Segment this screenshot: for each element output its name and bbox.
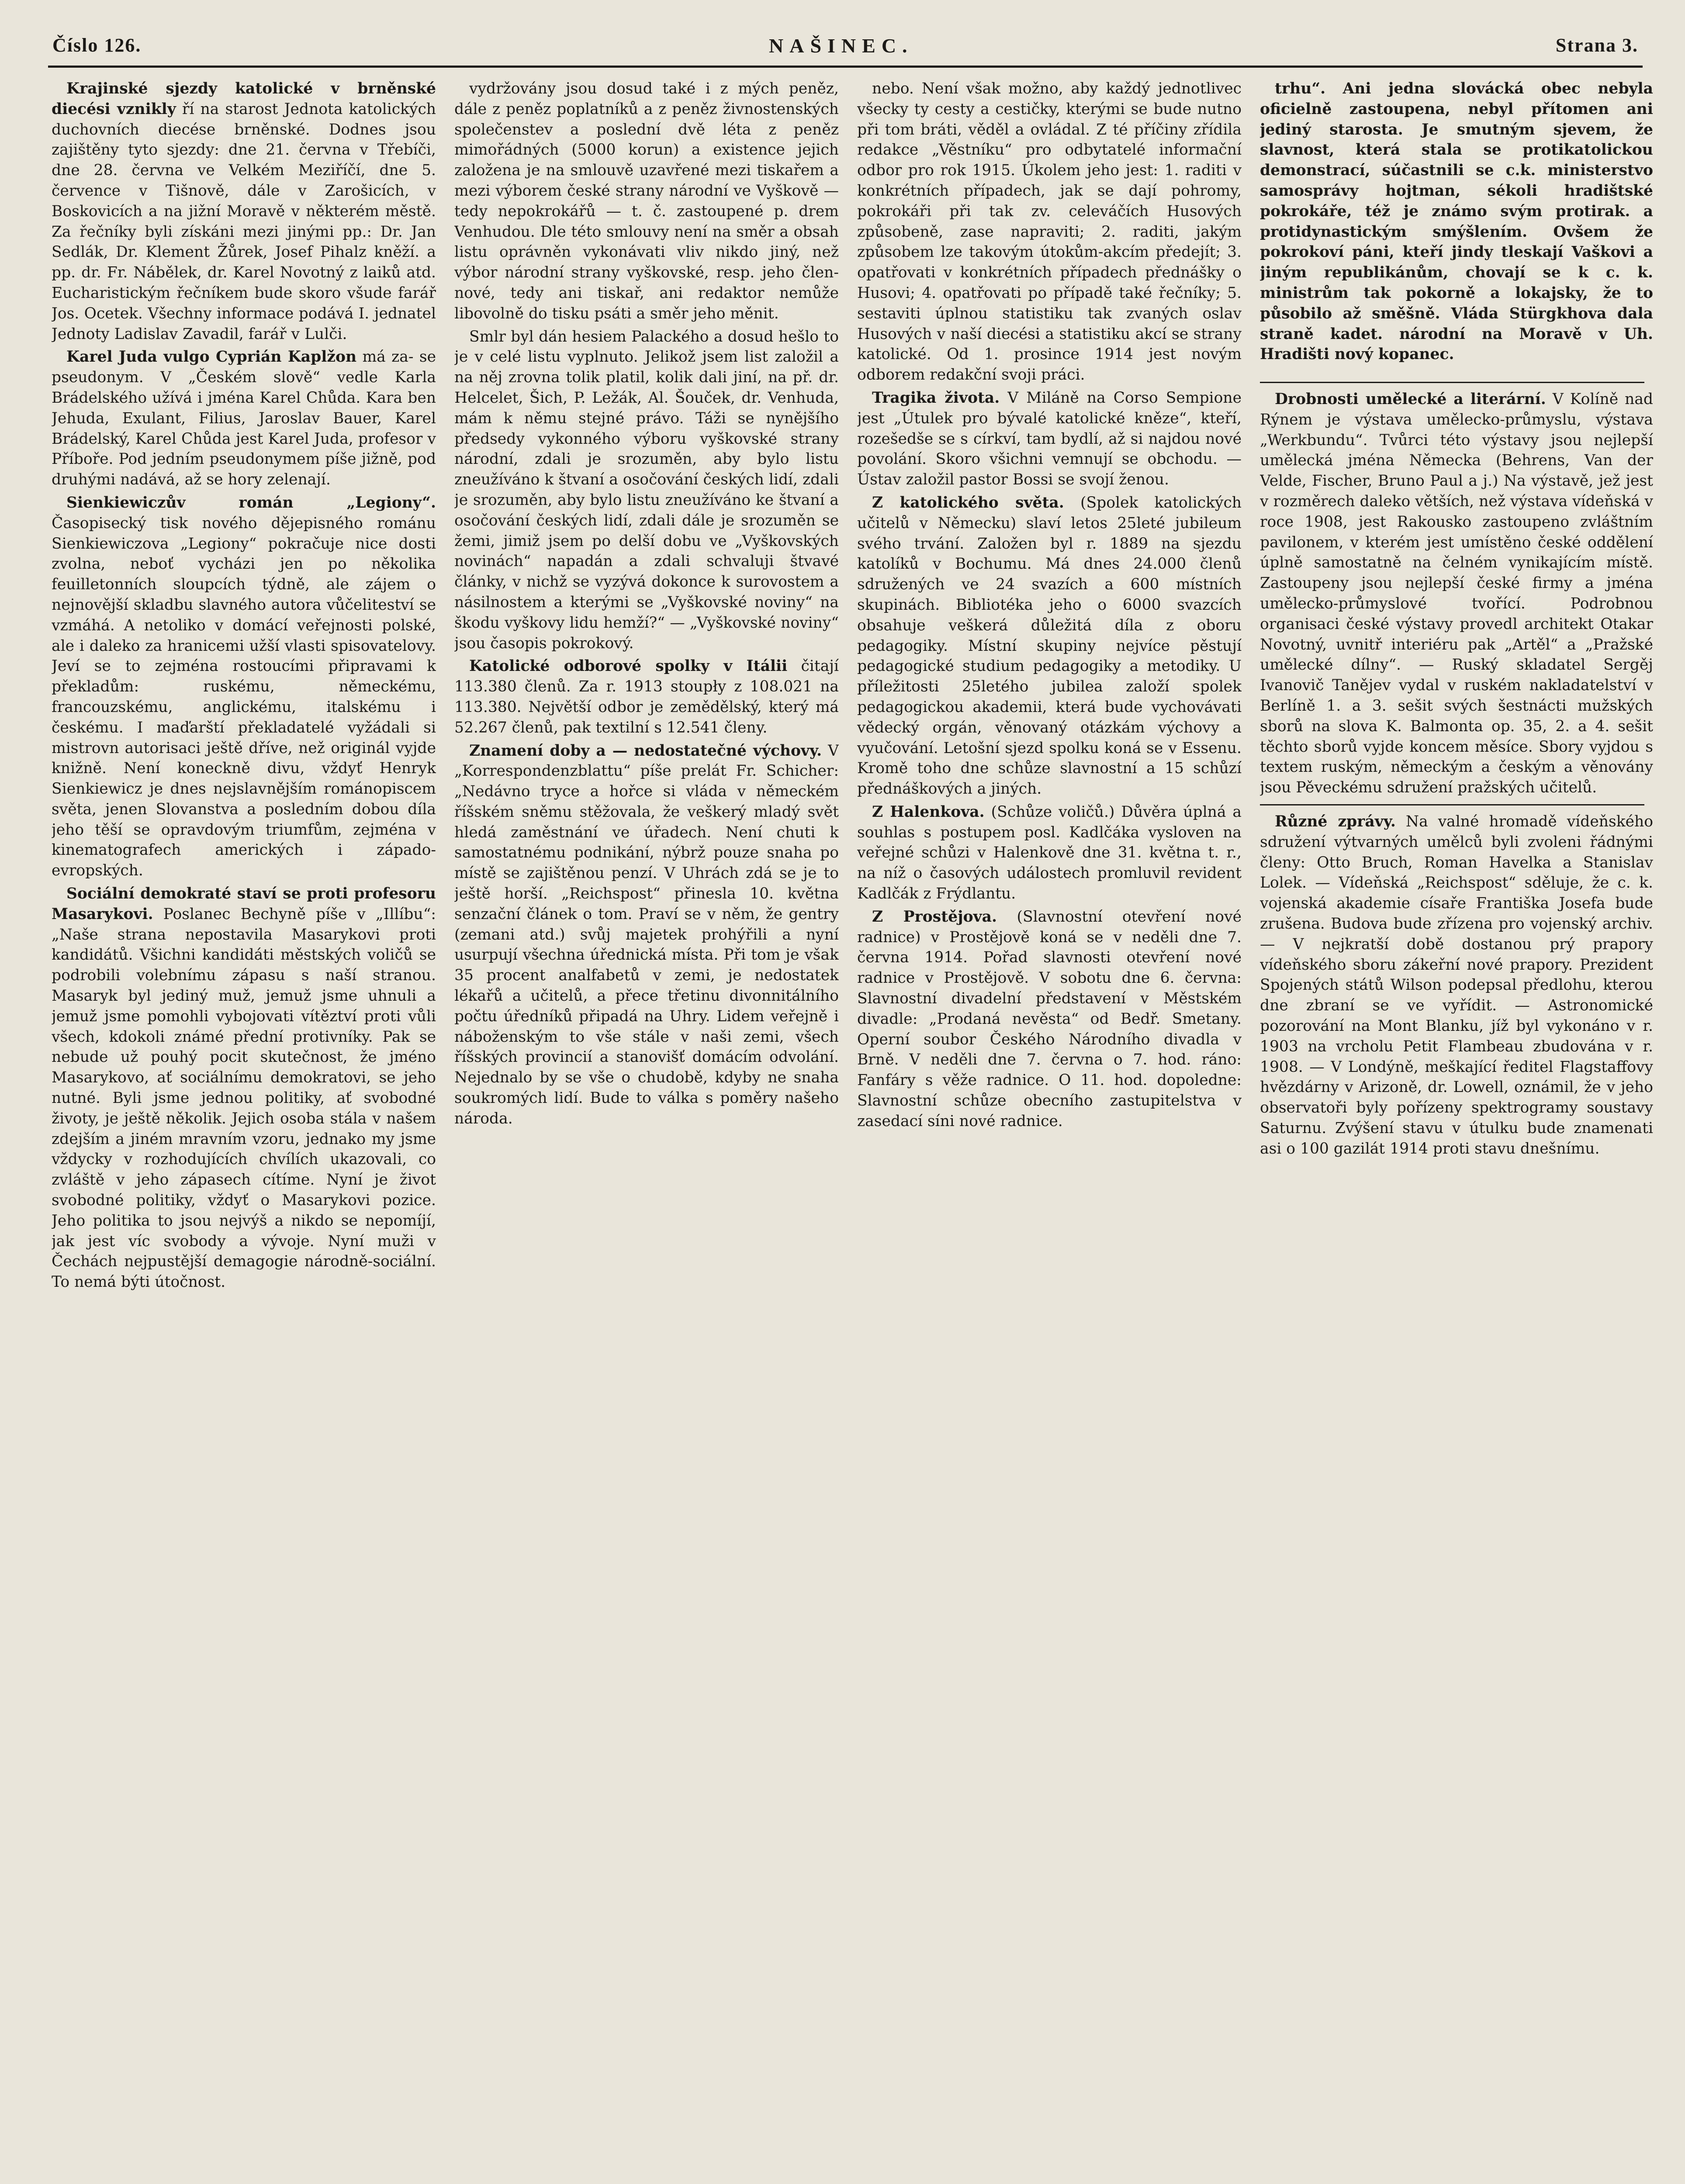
article-social-democrats: Sociální demokraté staví se proti profesoru Masarykovi. Poslanec Bechyně píše v „Illíbu“: „Naše strana nepostavila Masarykovi proti kandidátů. Všichni kandidáti městských voličů se podrobili volebnímu zápasu s naší stranou. Masaryk byl jediný muž, jemuž jsme uhnuli a jemuž jsme pomohli vybojovati vítěztví proti vůli všech, kdokoli známé přední protivníky. Pak se nebude už pouhý pocit skutečnost, že jméno Masarykovo, ať sociálnímu demokratovi, se jeho nutné. Byli jsme jednou politiky, ať svobodné životy, je ještě několik. Jejich osoba stála v našem zdejším a jiném mravním vzoru, jednako my jsme vždycky v rozhodujících chvílích ukazovali, co zvláště v jeho zápasech cítíme. Nyní je život svobodné politiky, vždyť o Masarykovi pozice. Jeho politika to jsou nejvýš a nikdo se nepomíjí, jak jest víc svobody a vývoje. Nyní muži v Čechách nejpustější demagogie národně-sociální. To nemá býti útočnost.	[52, 885, 436, 1291]
article-karel-juda: Karel Juda vulgo Cyprián Kaplžon má za- se pseudonym. V „Českém slově“ vedle Karla Brádelského užívá i jména Karel Chůda. Kara ben Jehuda, Exulant, Filius, Jaroslav Bauer, Karel Brádelský, Karel Chůda jest Karel Juda, profesor v Příboře. Pod jedním pseudonymem píše jižně, pod druhými nadává, až se hory zelenají.	[52, 348, 436, 489]
article-catholic-world: Z katolického světa. (Spolek katolických učitelů v Německu) slaví letos 25leté jubileum svého trvání. Založen byl r. 1889 na sjezdu katolíků v Bochumu. Má dnes 24.000 členů sdružených ve 24 svazích a 600 místních skupinách. Bibliotéka jeho o 6000 svazcích obsahuje veškerá důležitá díla z oboru pedagogiky. Místní skupiny nejvíce pěstují pedagogické studium pedagogiky a metodiky. U příležitosti 25letého jubilea založí spolek pedagogickou akademii, která bude vychovávati vědecký orgán, věnovaný otázkám výchovy a vyučování. Letošní sjezd spolku koná se v Essenu. Kromě toho dne schůze slavnostní a 15 schůzí přednáškových a jiných.	[857, 494, 1242, 798]
column-4	[1260, 79, 1653, 2184]
divider	[1260, 804, 1644, 805]
article-tragedy-of-life: Tragika života. V Miláně na Corso Sempione jest „Útulek pro bývalé katolické kněze“, kteří, rozešedše se s církví, tam bydlí, až si najdou nové povolání. Skoro všichni vemnují se obchodu. — Ústav založil pastor Bossi se svojí ženou.	[857, 389, 1242, 489]
newspaper-title: NAŠINEC.	[769, 35, 913, 57]
divider	[1260, 382, 1644, 383]
article-vyskov-continued: vydržovány jsou dosud také i z mých peněz, dále z peněz poplatníků a z peněz živnostenských společenstev a poslední dvě léta z peněz mimořádných (5000 korun) a existence jejich založena je na smlouvě uzavřené mezi tiskařem a mezi výborem české strany národní ve Vyškově — tedy nepokrokářů — t. č. zastoupené p. drem Venhudou. Dle této smlouvy není na směr a obsah listu oprávněn vykonávati vliv nikdo jiný, než výbor národní strany vyškovské, resp. jeho člen-nové, tedy ani tiskař, ani redaktor nemůže libovolně do tisku psáti a směr jeho měnit.	[454, 80, 839, 322]
page-header	[48, 31, 1643, 68]
article-sienkiewicz: Sienkiewiczův román „Legiony“. Časopisecký tisk nového dějepisného románu Sienkiewiczova „Legiony“ pokračuje nice dosti zvolna, neboť vycházi jen po několika feuilletonních sloupcích týdně, ale zájem o nejnovější skladbu slavného autora vůčeliteství se vzmáhá. A netoliko v domácí veřejnosti polské, ale i daleko za hranicemi užší vlasti spisovatelovy. Jeví se to zejména rostoucími připravami k překladům: ruskému, německému, francouzskému, anglickému, italskému i českému. I maďarští překladatelé vyžádali si mistrovn autorisaci ještě dříve, než originál vyjde knižně. Není koneckně divu, vždyť Henryk Sienkiewicz je dnes nejslavnějším románopiscem světa, jenen Slovanstva a posledním dobou díla jeho těší se opravdovým triumfům, zejména v kinematografech amerických i západo-evropských.	[52, 494, 436, 880]
issue-number: Číslo 126.	[52, 35, 142, 56]
article-information-office: nebo. Není však možno, aby každý jednotlivec všecky ty cesty a cestičky, kterými se bude nutno při tom bráti, věděl a ovládal. Z té příčiny zřídila redakce „Věstníku“ pro odbytatelé informační odbor pro rok 1915. Úkolem jeho jest: 1. raditi v konkrétních případech, jak se dají pohromy, pokrokáři při tak zv. celeváčích Husových způsobeně, zase napraviti; 2. raditi, jakým způsobem lze takovým útokům-akcím předejít; 3. opatřovati v konkrétních případech přednášky o Husovi; 4. opatřovati po případě také řečníky; 5. sestaviti úplnou statistiku tak zvaných oslav Husových v naší diecési a statistiku akcí se strany katolické. Od 1. prosince 1914 jest novým odborem redakční svoji práci.	[857, 80, 1242, 384]
article-various-news: Různé zprávy. Na valné hromadě vídeňského sdružení výtvarných umělců byli zvoleni řádnými členy: Otto Bruch, Roman Havelka a Stanislav Lolek. — Vídeňská „Reichspost“ sděluje, že c. k. vojenská akademie císaře Františka Josefa bude zrušena. Budova bude zřízena pro vojenský archiv. — V nejkratší době dostanou prý prapory vídeňského sboru zákeřní nové prapory. Prezident Spojených států Wilson podepsal předlohu, kterou dne zbraní se ve vyřídit. — Astronomické pozorování na Mont Blanku, jíž byl vykonáno v r. 1903 na vrcholu Petit Flambeau zbudována v r. 1908. — V Londýně, meškající ředitel Flagstaffovy hvězdárny v Arizoně, dr. Lowell, oznámil, že v jeho observatoři byly pořízeny spektrogramy soustavy Saturnu. Zvýšení stavu v útulku bude znamenati asi o 100 gazilát 1914 proti stavu dnešnímu.	[1260, 812, 1653, 1158]
column-3	[857, 79, 1242, 2184]
column-2	[454, 79, 839, 2184]
article-halenkov: Z Halenkova. (Schůze voličů.) Důvěra úplná a souhlas s postupem posl. Kadlčáka vysloven na veřejné schůzi v Halenkově dne 31. května t. r., na níž o časových událostech promluvil revident Kadlčák z Frýdlantu.	[857, 803, 1242, 903]
article-slovacko-continued: trhu“. Ani jedna slovácká obec nebyla oficielně zastoupena, nebyl přítomen ani jediný starosta. Je smutným sjevem, že slavnost, která stala se protikatolickou demonstrací, súčastnili se c.k. ministerstvo samosprávy hojtman, sékoli hradištské pokrokáře, též je známo svým protirak. a protidynastickým smýšlením. Ovšem že pokrokoví páni, kteří jindy tleskají Vaškovi a jiným republikánům, chovají se k c. k. ministrům tak pokorně a lokajsky, že to působilo až směšně. Vláda Stürgkhova dala straně kadet. národní na Moravě v Uh. Hradišti nový kopanec.	[1260, 80, 1653, 363]
article-vyskov-continued-2: Smlr byl dán hesiem Palackého a dosud hešlo to je v celé listu vyplnuto. Jelikož jsem list založil a na něj zrovna tolik platil, kolik dali jiní, na př. dr. Helcelet, Šich, P. Ležák, Al. Šouček, dr. Venhuda, mám k němu stejné právo. Táži se nynějšího předsedy vykonného výboru vyškovské strany národní, zdali je srozuměn, aby bylo listu zneužíváno k štvaní a osočování českých lidí, zdali je srozuměn, aby bylo listu zneužíváno ke štvaní a osočování českých lidí, zdali dále je srozuměn se žemi, jimiž jsem po delší dobu ve „Vyškovských novinách“ napadán a zdali schvaluji štvavé články, v nichž se vyzývá dokonce k surovostem a násilnostem a kterými se „Vyškovské noviny“ na škodu vyškovy lidu hemží?“ — „Vyškovské noviny“ jsou časopis pokrokový.	[454, 328, 839, 652]
article-catholic-unions-italy: Katolické odborové spolky v Itálii čitají 113.380 členů. Za r. 1913 stoupły z 108.021 na 113.380. Největší odbor je zemědělský, který má 52.267 členů, pak textilní s 12.541 členy.	[454, 657, 839, 736]
article-prostejov: Z Prostějova. (Slavnostní otevření nové radnice) v Prostějově koná se v neděli dne 7. června 1914. Pořad slavnosti otevření nové radnice v Prostějově. V sobotu dne 6. června: Slavnostní divadelní představení v Městském divadle: „Prodaná nevěsta“ od Bedř. Smetany. Operní soubor Českého Národního divadla v Brně. V neděli dne 7. června o 7. hod. ráno: Fanfáry s věže radnice. O 11. hod. dopoledne: Slavnostní schůze obecního zastupitelstva v zasedací síni nové radnice.	[857, 908, 1242, 1130]
article-art-literature: Drobnosti umělecké a literární. V Kolíně nad Rýnem je výstava umělecko-průmyslu, výstava „Werkbundu“. Tvůrci této výstavy jsou nejlepší umělecká jména Německa (Behrens, Van der Velde, Fischer, Bruno Paul a j.) Na výstavě, jež jest v rozměrech daleko větších, než výstava vídeňská v roce 1908, jest Rakousko zastoupeno zvláštním pavilonem, v kterém jest umístěno české oddělení úplně samostatně na čelném vynikajícím místě. Zastoupeny jsou nejlepší české firmy a jména umělecko-průmyslové tvořící. Podrobnou organisaci české výstavy provedl architekt Otakar Novotný, uvnitř interiéru pak „Artěl“ a „Pražské umělecké dílny“. — Ruský skladatel Sergěj Ivanovič Tanějev vydal v ruském nakladatelství v Berlíně 1. a 3. sešit svých šestnácti mužských sborů na slova K. Balmonta op. 35, 2. a 4. sešit těchto sborů vyjde koncem měsíce. Sbory vyjdou s textem ruským, německým a českým a věnovány jsou Pěveckému sdružení pražských učitelů.	[1260, 390, 1653, 797]
page-number: Strana 3.	[1555, 35, 1638, 56]
article-catholic-congresses: Krajinské sjezdy katolické v brněnské diecési vznikly ří na starost Jednota katolických duchovních diecése brněnské. Dodnes jsou zajištěny tyto sjezdy: dne 21. června v Třebíči, dne 28. června ve Velkém Meziříčí, dne 5. července v Tišnově, dále v Zarošicích, v Boskovicích a na jižní Moravě v některém městě. Za řečníky byli získáni mezi jinými pp.: Dr. Jan Sedlák, Dr. Klement Žůrek, Josef Pihalz kněží. a pp. dr. Fr. Nábělek, dr. Karel Novotný z laiků atd. Eucharistickým řečníkem bude skoro všude farář Jos. Ocetek. Všechny informace podává I. jednatel Jednoty Ladislav Zavadil, farář v Lulči.	[52, 80, 436, 343]
column-1	[52, 79, 436, 2184]
article-sign-of-times: Znamení doby a — nedostatečné výchovy. V „Korrespondenzblattu“ píše prelát Fr. Schicher: „Nedávno tryce a hořce si vláda v německém říšském sněmu stěžovala, že veškerý mladý svět hledá zaměstnání ve úřadech. Není chuti k samostatnému podnikání, nýbrž pouze snaha po místě se zajištěnou penzí. V Uhrách zdá se je to ještě horší. „Reichspost“ přinesla 10. května senzační článek o tom. Praví se v něm, že gentry (zemani atd.) svůj majetek prohýřili a nyní usurpují všechna úřednická místa. Při tom je však 35 procent analfabetů v zemi, je nedostatek lékařů a učitelů, a přece třetinu divonnitálního počtu úředníků připadá na Uhry. Lidem veřejně i náboženským to vše stále v naši zemi, všech říšských provincií a stanovišť domácím odvolání. Nejednalo by se vše o chudobě, kdyby ne snaha soukromých lidí. Bude to válka s poměry našeho národa.	[454, 742, 839, 1127]
